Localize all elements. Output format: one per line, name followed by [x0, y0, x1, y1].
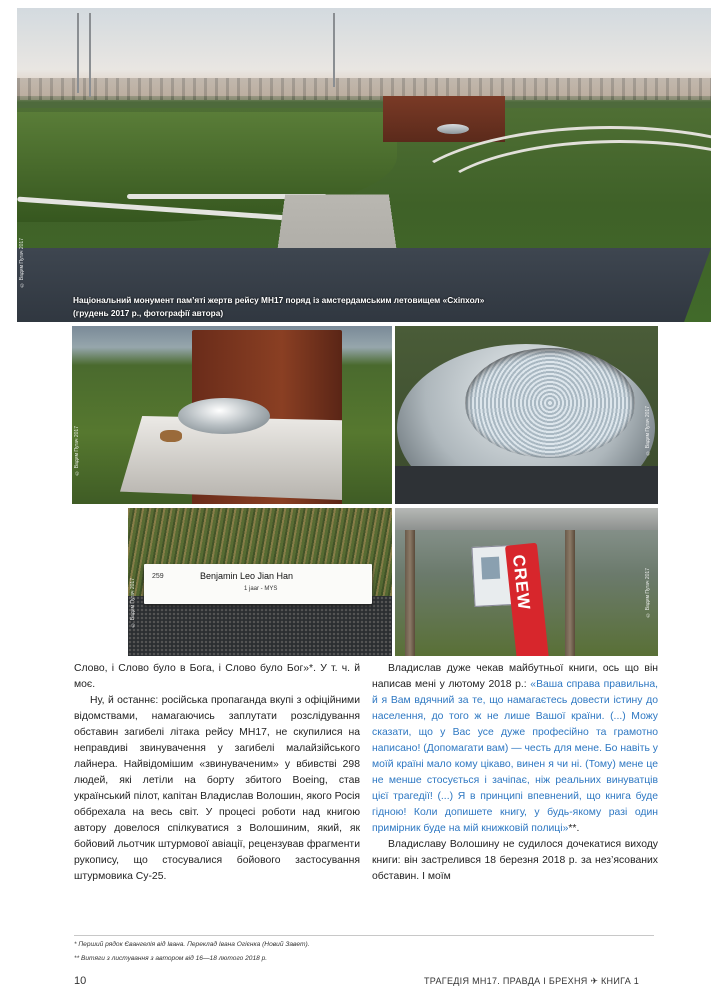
text-column-left [74, 661, 360, 885]
photo-credit: © Вадим Пугач 2017 [19, 238, 25, 288]
nameplate-subtitle: 1 jaar - MYS [244, 586, 278, 592]
crew-tag-photo [395, 508, 658, 656]
memorial-photo-main [17, 8, 711, 322]
crew-tag [505, 543, 549, 656]
paragraph: Слово, і Слово було в Бога, і Слово було Бог»*. У т. ч. й моє. [74, 663, 360, 690]
nameplate [144, 564, 372, 604]
paragraph: Ну, й останнє: російська пропаганда вкупі з офіційними відомствами, намагаючись заплутати розслідування обставин загибелі літака рейсу МН17, не скупилися на неправдиві звинувачення у загибелі малайзійського лайнера. Найвідомішим «звинуваченим» у вбивстві 298 людей, які летіли на борту збитого Boeing, став український пілот, капітан Владислав Волошин, якого Росія оббрехала на весь світ. У процесі роботи над книгою автору довелося спілкуватися з Волошиним, який, як бойовий льотчик штурмової авіації, рецензував фрагменти рукопису, що стосувалися бойового застосування штурмовика Су-25. [74, 695, 361, 882]
footnotes [74, 935, 654, 966]
photo-credit: © Вадим Пугач 2017 [645, 406, 651, 456]
footnote: ** Витяги з листування з автором від 16—18 лютого 2018 р. [74, 955, 268, 962]
nameplate-name: Benjamin Leo Jian Han [200, 571, 294, 581]
paragraph [372, 661, 658, 837]
page-number: 10 [74, 975, 87, 987]
memorial-dome-closeup-photo [395, 326, 658, 504]
crew-tag-text: CREW [508, 553, 534, 612]
paragraph-lead: Владислав дуже чекав майбутньої книги, ось що він написав мені у лютому 2018 р.: [372, 663, 658, 690]
footnote: * Перший рядок Євангелія від Івана. Переклад Івана Огієнка (Новий Завет). [74, 941, 310, 948]
photo-credit: © Вадим Пугач 2017 [645, 568, 651, 618]
photo-credit: © Вадим Пугач 2017 [130, 578, 136, 628]
victim-nameplate-photo [128, 508, 392, 656]
paragraph: Владиславу Волошину не судилося дочекатися виходу книги: він застрелився 18 березня 2018 р. за нез’ясованих обставин. І моїм [372, 839, 658, 882]
photo-credit: © Вадим Пугач 2017 [74, 426, 80, 476]
memorial-sculpture-photo [72, 326, 392, 504]
footnote-marker: **. [568, 823, 580, 834]
quote-text: «Ваша справа правильна, й я Вам вдячний за те, що намагаєтесь довести істину до населення, до того ж не лише Вашої країни. (...) Можу сказати, що у Вас усе дуже професійно та грамотно написано! (Допомагати вам) — честь для мене. Бо навіть у моїй країні мало кому цікаво, винен я чи ні. (Тому) мене це не менше стосується і зачіпає, ніж реальних винуватців цієї трагедії! (...) Я в принципі впевнений, що книга буде гідною! Коли допишете книгу, у будь-якому разі один примірник буде на мій книжковій полиці» [372, 679, 659, 834]
running-title: ТРАГЕДІЯ МН17. ПРАВДА І БРЕХНЯ ✈ КНИГА 1 [424, 976, 640, 986]
photo-caption: Національний монумент пам’яті жертв рейсу МН17 поряд із амстердамським летовищем «Схіпхол» (грудень 2017 р., фотографії автора) [73, 295, 485, 318]
nameplate-number: 259 [152, 573, 164, 580]
text-column-right [372, 661, 658, 885]
